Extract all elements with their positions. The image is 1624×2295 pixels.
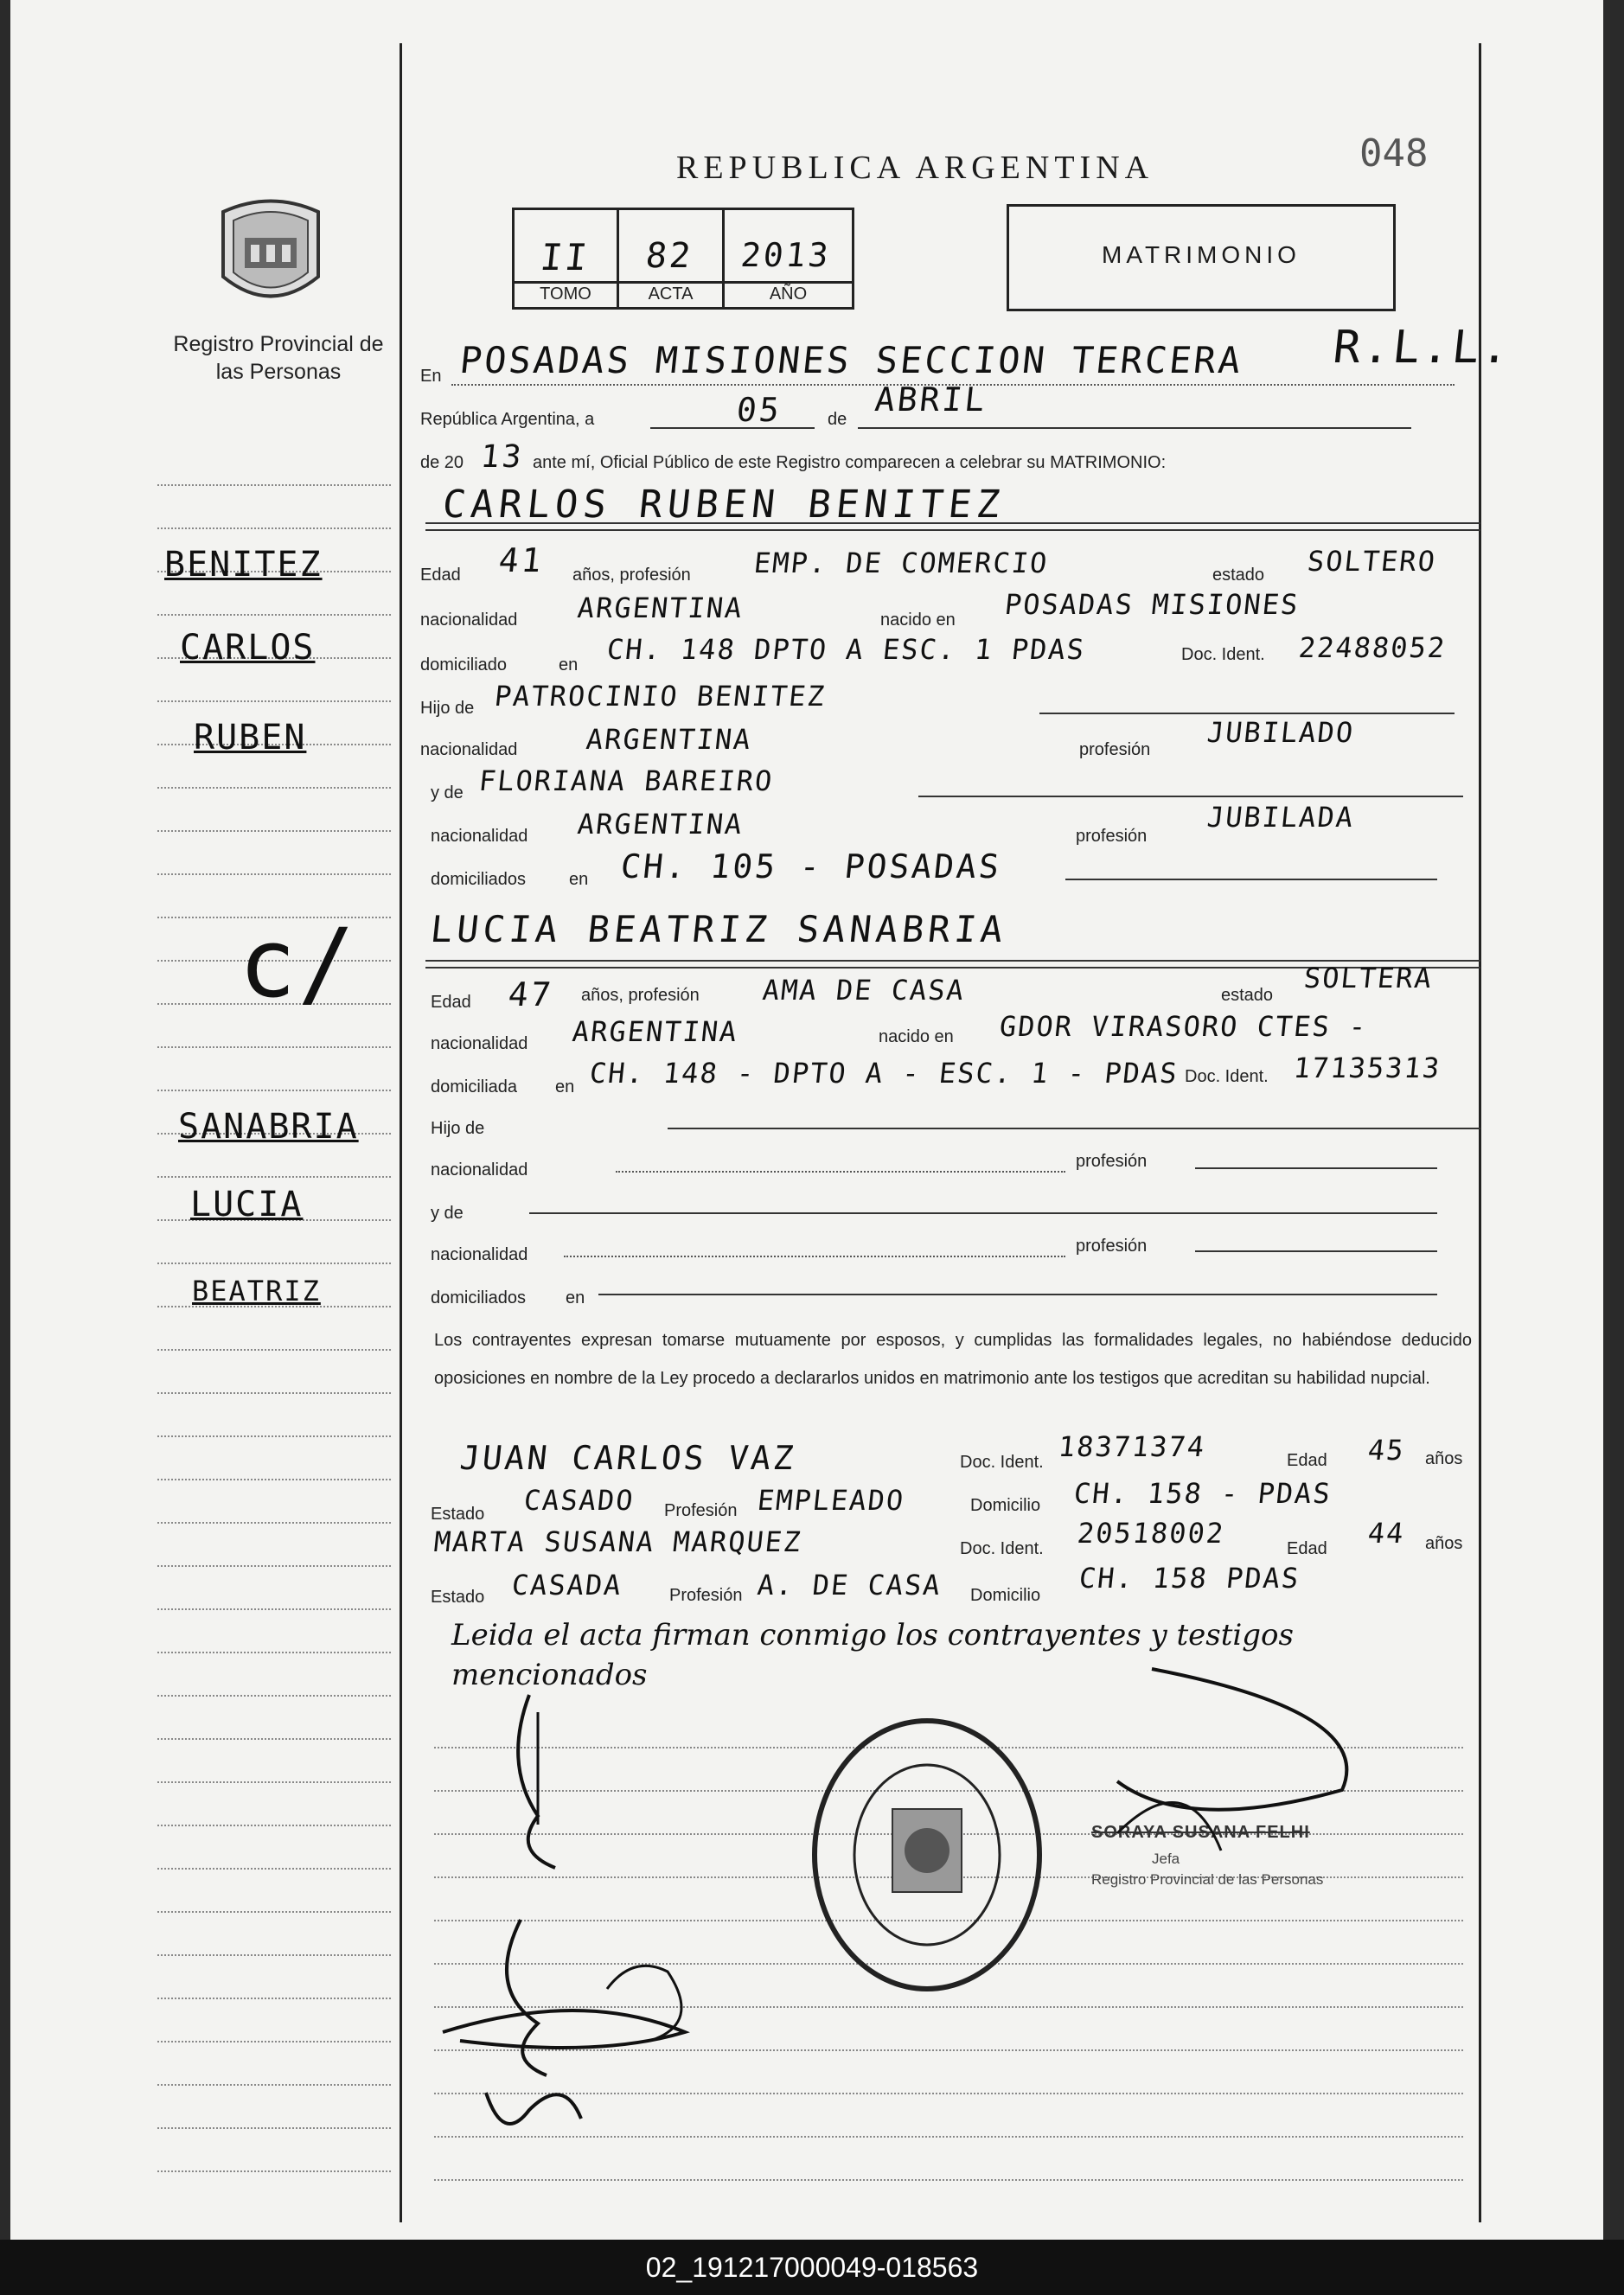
groom-domicile: CH. 148 DPTO A ESC. 1 PDAS [605,633,1087,666]
mother-nationality: ARGENTINA [576,808,745,841]
parents-domicile: CH. 105 - POSADAS [618,847,1004,885]
bride-age: 47 [506,975,556,1013]
mother-nac-label: nacionalidad [431,827,528,846]
margin-rule-line [157,1998,391,2000]
witness1-profession: EMPLEADO [756,1484,907,1517]
registry-place: POSADAS MISIONES SECCION TERCERA [457,339,1245,381]
margin-connector: c/ [239,908,357,1019]
margin-rule-line [157,1090,391,1092]
bride-civil-status: SOLTERA [1302,962,1435,994]
de-label: de [828,410,847,429]
groom-age: 41 [496,541,547,579]
witness1-doc: 18371374 [1057,1430,1208,1463]
witness1-prof-label: Profesión [664,1501,738,1520]
year-prefix: de 20 [420,453,464,472]
father-nac-label: nacionalidad [420,740,518,759]
signatures-icon [408,1660,1480,2179]
bride-en-label: en [555,1077,575,1096]
witness2-estado-label: Estado [431,1588,485,1607]
margin-rule-line [157,527,391,530]
groom-doc: 22488052 [1297,631,1448,664]
margin-rule-line [157,1954,391,1957]
witness2-anos-label: años [1425,1534,1463,1553]
margin-rule-line [157,2170,391,2173]
bride-nac-label: nacionalidad [431,1034,528,1053]
bride-doc: 17135313 [1292,1052,1443,1084]
margin-rule-line [157,1349,391,1352]
groom-birthplace: POSADAS MISIONES [1003,588,1301,621]
groom-en-label: en [559,655,579,674]
year-suffix: 13 [478,439,526,475]
groom-father: PATROCINIO BENITEZ [493,680,828,713]
bride-edad-label: Edad [431,993,471,1012]
groom-civil-status: SOLTERO [1306,545,1438,578]
anio-label: AÑO [769,284,808,304]
margin-rule-line [157,1565,391,1568]
appear-text: ante mí, Oficial Público de este Registro comparecen a celebrar su MATRIMONIO: [533,453,1167,472]
margin-rule-line [157,2041,391,2043]
parents-dom-label: domiciliados [431,870,527,889]
bride-name: LUCIA BEATRIZ SANABRIA [428,908,1009,950]
margin-bride-name1: LUCIA [190,1185,304,1224]
margin-rule-line [157,1911,391,1914]
mother-prof-label: profesión [1076,827,1148,846]
republica-label: República Argentina, a [420,410,595,429]
margin-rule-line [157,1738,391,1741]
mother-yde-label: y de [431,783,464,802]
margin-rule-line [157,830,391,833]
province-seal-icon [214,195,327,316]
act-month: ABRIL [873,380,989,419]
witness1-civil-status: CASADO [522,1484,636,1517]
witness1-estado-label: Estado [431,1505,485,1524]
margin-rule-line [157,1868,391,1870]
groom-doc-label: Doc. Ident. [1181,645,1265,664]
bride-nacido-label: nacido en [879,1027,954,1046]
act-reference-box [512,208,854,310]
witness2-edad-label: Edad [1287,1539,1327,1558]
bride-yde-label: y de [431,1204,464,1223]
officer-org: Registro Provincial de las Personas [1091,1871,1324,1888]
margin-rule-line [157,1522,391,1525]
body-rule-line [434,2179,1463,2182]
bride-doc-label: Doc. Ident. [1185,1067,1269,1086]
bride-birthplace: GDOR VIRASORO CTES - [998,1010,1370,1043]
witness1-name: JUAN CARLOS VAZ [457,1439,798,1477]
margin-rule-line [157,873,391,876]
witness2-prof-label: Profesión [669,1586,743,1605]
bride-prof-label: años, profesión [581,986,700,1005]
mother-profession: JUBILADA [1205,801,1357,834]
groom-estado-label: estado [1212,566,1265,585]
parents-en-label: en [569,870,589,889]
margin-rule-line [157,2084,391,2087]
bride-nac1-label: nacionalidad [431,1160,528,1179]
witness2-age: 44 [1366,1517,1407,1550]
bride-dom2-label: domiciliados [431,1288,527,1307]
witness2-name: MARTA SUSANA MARQUEZ [432,1525,804,1558]
margin-groom-surname: BENITEZ [164,545,323,585]
father-nationality: ARGENTINA [585,723,754,756]
acta-value: 82 [643,236,695,276]
groom-nationality: ARGENTINA [576,591,745,624]
margin-rule-line [157,1046,391,1049]
tomo-value: II [538,236,592,278]
witness1-anos-label: años [1425,1449,1463,1468]
declaration-text: Los contrayentes expresan tomarse mutuamente por esposos, y cumplidas las formalidades legales, no habiéndose deducido oposiciones en nombre de la Ley procedo a declararlos unidos en matrimonio ante los testigos que acreditan su habilidad nupcial. [434,1331,1472,1388]
margin-rule-line [157,1652,391,1654]
groom-dom-label: domiciliado [420,655,508,674]
groom-profession: EMP. DE COMERCIO [752,547,1051,579]
margin-groom-name2: RUBEN [194,718,307,758]
margin-rule-line [157,1781,391,1784]
margin-rule-line [157,1263,391,1265]
witness1-doc-label: Doc. Ident. [960,1453,1044,1472]
officer-name: SORAYA SUSANA FELHI [1091,1823,1310,1842]
margin-rule-line [157,1825,391,1827]
registry-page [10,0,1603,2240]
witness2-domicile: CH. 158 PDAS [1077,1562,1302,1595]
registry-name: Registro Provincial de las Personas [173,332,384,384]
father-prof-label: profesión [1079,740,1151,759]
margin-rule-line [157,1435,391,1438]
margin-bride-name2: BEATRIZ [192,1275,321,1307]
witness1-edad-label: Edad [1287,1451,1327,1470]
acta-label: ACTA [648,284,694,304]
groom-hijo-label: Hijo de [420,699,475,718]
groom-name: CARLOS RUBEN BENITEZ [440,483,1007,527]
witness2-doc: 20518002 [1076,1517,1227,1550]
father-profession: JUBILADO [1205,716,1357,749]
groom-edad-label: Edad [420,566,461,585]
margin-rule-line [157,484,391,487]
margin-rule-line [157,614,391,617]
en-label: En [420,367,442,386]
bride-nac2-label: nacionalidad [431,1245,528,1264]
act-type-box [1007,204,1396,311]
bride-en2-label: en [566,1288,585,1307]
witness2-dom-label: Domicilio [970,1586,1041,1605]
officer-role: Jefa [1152,1851,1180,1867]
witness2-civil-status: CASADA [510,1569,624,1601]
witness1-dom-label: Domicilio [970,1496,1041,1515]
margin-rule-line [157,1479,391,1481]
bride-dom-label: domiciliada [431,1077,518,1096]
bride-profession: AMA DE CASA [761,974,967,1007]
bride-domicile: CH. 148 - DPTO A - ESC. 1 - PDAS [588,1057,1180,1090]
bride-estado-label: estado [1221,986,1274,1005]
anio-value: 2013 [738,236,833,274]
act-type: MATRIMONIO [1102,241,1301,268]
groom-prof-label: años, profesión [572,566,691,585]
groom-nacido-label: nacido en [880,611,956,630]
margin-rule-line [157,1695,391,1697]
folio-number: 048 [1359,131,1429,176]
margin-rule-line [157,2127,391,2130]
bride-nationality: ARGENTINA [571,1015,740,1048]
margin-rule-line [157,1176,391,1179]
margin-rule-line [157,700,391,703]
witness1-age: 45 [1366,1434,1407,1467]
margin-groom-name1: CARLOS [180,628,316,668]
bride-hijo-label: Hijo de [431,1119,485,1138]
margin-rule-line [157,1608,391,1611]
margin-rule-line [157,1392,391,1395]
margin-divider-line [400,43,402,2222]
margin-bride-surname: SANABRIA [178,1107,359,1147]
margin-rule-line [157,787,391,790]
witness2-doc-label: Doc. Ident. [960,1539,1044,1558]
witness2-profession: A. DE CASA [756,1569,943,1601]
witness1-domicile: CH. 158 - PDAS [1072,1477,1333,1510]
tomo-label: TOMO [540,284,591,304]
groom-nac-label: nacionalidad [420,611,518,630]
officer-initials: R.L.L. [1330,322,1514,374]
act-day: 05 [734,391,784,429]
closing-note: Leida el acta firman conmigo los contrayentes y testigos mencionados [451,1618,1294,1692]
page-title: REPUBLICA ARGENTINA [676,150,1154,186]
groom-mother: FLORIANA BAREIRO [477,764,776,797]
archive-id: 02_191217000049-018563 [645,2252,979,2283]
bride-prof2-label: profesión [1076,1237,1148,1256]
bride-prof1-label: profesión [1076,1152,1148,1171]
